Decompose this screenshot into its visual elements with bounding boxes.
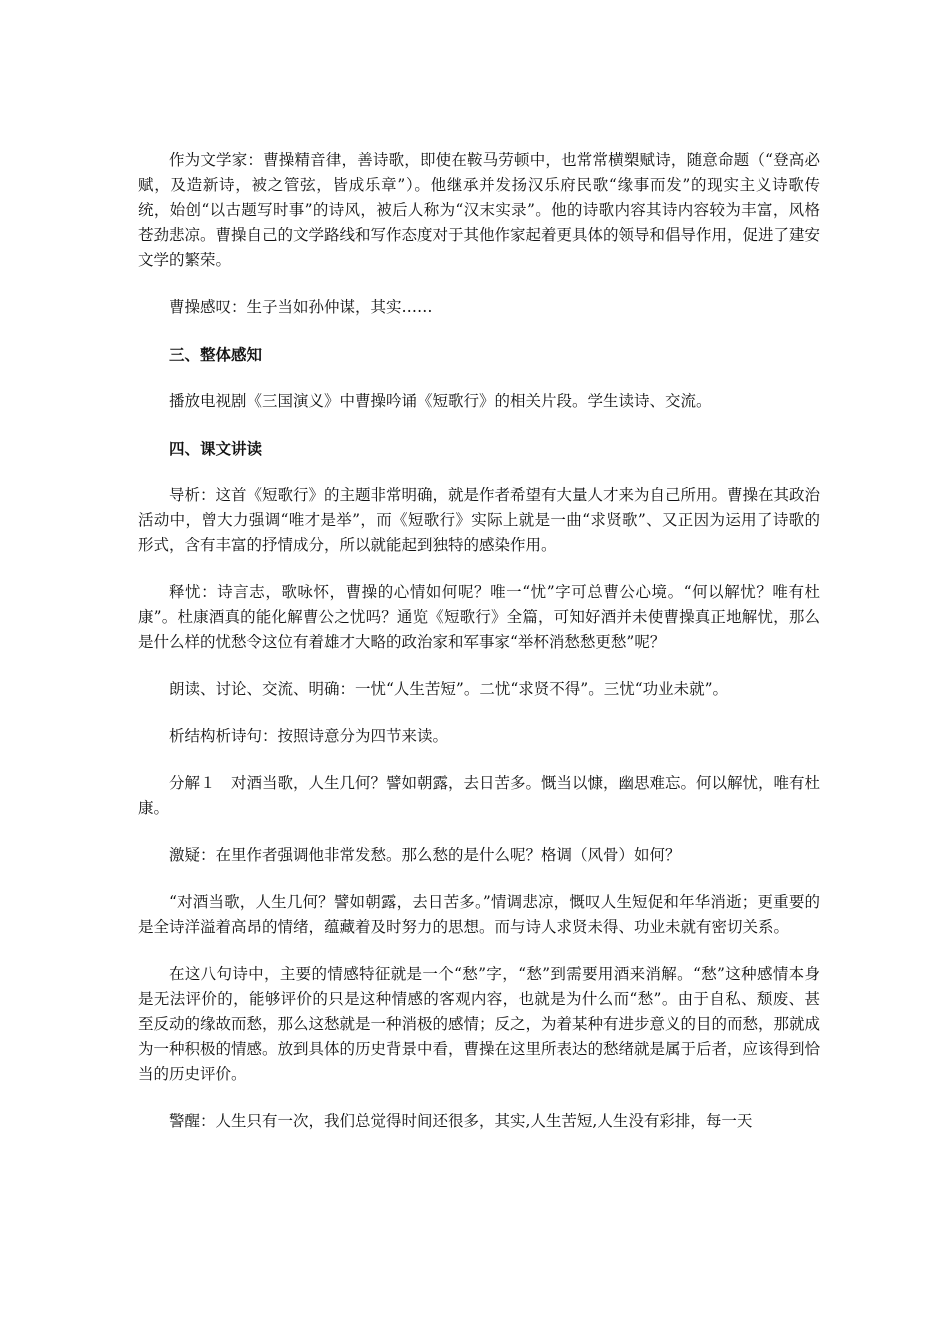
paragraph-section-one: 分解１ 对酒当歌，人生几何？譬如朝露，去日苦多。慨当以慷，幽思难忘。何以解忧，唯有杜康。 — [138, 774, 821, 817]
paragraph-sorrow-analysis: 在这八句诗中，主要的情感特征就是一个“愁”字，“愁”到需要用酒来消解。“愁”这种感情本身是无法评价的，能够评价的只是这种情感的客观内容，也就是为什么而“愁”。由于自私、颓废、甚至反动的缘故而愁，那么这愁就是一种消极的感情；反之，为着某种有进步意义的目的而愁，那就成为一种积极的情感。放到具体的历史背景中看，曹操在这里所表达的愁绪就是属于后者，应该得到恰当的历史评价。 — [138, 965, 821, 1083]
paragraph-writer-intro: 作为文学家：曹操精音律，善诗歌，即使在鞍马劳顿中，也常常横槊赋诗，随意命题（“登高必赋，及造新诗，被之管弦，皆成乐章”）。他继承并发扬汉乐府民歌“缘事而发”的现实主义诗歌传统，始创“以古题写时事”的诗风，被后人称为“汉末实录”。他的诗歌内容其诗内容较为丰富，风格苍劲悲凉。曹操自己的文学路线和写作态度对于其他作家起着更具体的领导和倡导作用，促进了建安文学的繁荣。 — [138, 151, 821, 269]
paragraph-play-video: 播放电视剧《三国演义》中曹操吟诵《短歌行》的相关片段。学生读诗、交流。 — [169, 392, 712, 410]
paragraph-cao-sigh: 曹操感叹：生子当如孙仲谋，其实…… — [169, 298, 433, 316]
paragraph-poem-mood: “对酒当歌，人生几何？譬如朝露，去日苦多。”情调悲凉，慨叹人生短促和年华消逝；更重要的是全诗洋溢着高昂的情绪，蕴藏着及时努力的思想。而与诗人求贤未得、功业未就有密切关系。 — [138, 893, 820, 936]
paragraph-guide-analysis: 导析：这首《短歌行》的主题非常明确，就是作者希望有大量人才来为自己所用。曹操在其政治活动中，曾大力强调“唯才是举”，而《短歌行》实际上就是一曲“求贤歌”、又正因为运用了诗歌的形式，含有丰富的抒情成分，所以就能起到独特的感染作用。 — [138, 486, 821, 554]
paragraph-release-worry: 释忧：诗言志，歌咏怀，曹操的心情如何呢？唯一“忧”字可总曹公心境。“何以解忧？唯有杜康”。杜康酒真的能化解曹公之忧吗？通览《短歌行》全篇，可知好酒并未使曹操真正地解忧，那么是什么样的忧愁令这位有着雄才大略的政治家和军事家“举杯消愁愁更愁”呢？ — [138, 583, 820, 651]
paragraph-question: 激疑：在里作者强调他非常发愁。那么愁的是什么呢？格调（风骨）如何？ — [169, 846, 681, 864]
paragraph-three-worries: 朗读、讨论、交流、明确：一忧“人生苦短”。二忧“求贤不得”。三忧“功业未就”。 — [169, 680, 729, 698]
section-heading-overall-perception: 三、整体感知 — [169, 345, 263, 364]
paragraph-structure-analysis: 析结构析诗句：按照诗意分为四节来读。 — [169, 727, 449, 745]
document-body — [138, 148, 820, 1156]
section-heading-text-reading: 四、课文讲读 — [169, 439, 263, 458]
paragraph-warning: 警醒：人生只有一次，我们总觉得时间还很多，其实,人生苦短,人生没有彩排，每一天 — [169, 1112, 753, 1130]
